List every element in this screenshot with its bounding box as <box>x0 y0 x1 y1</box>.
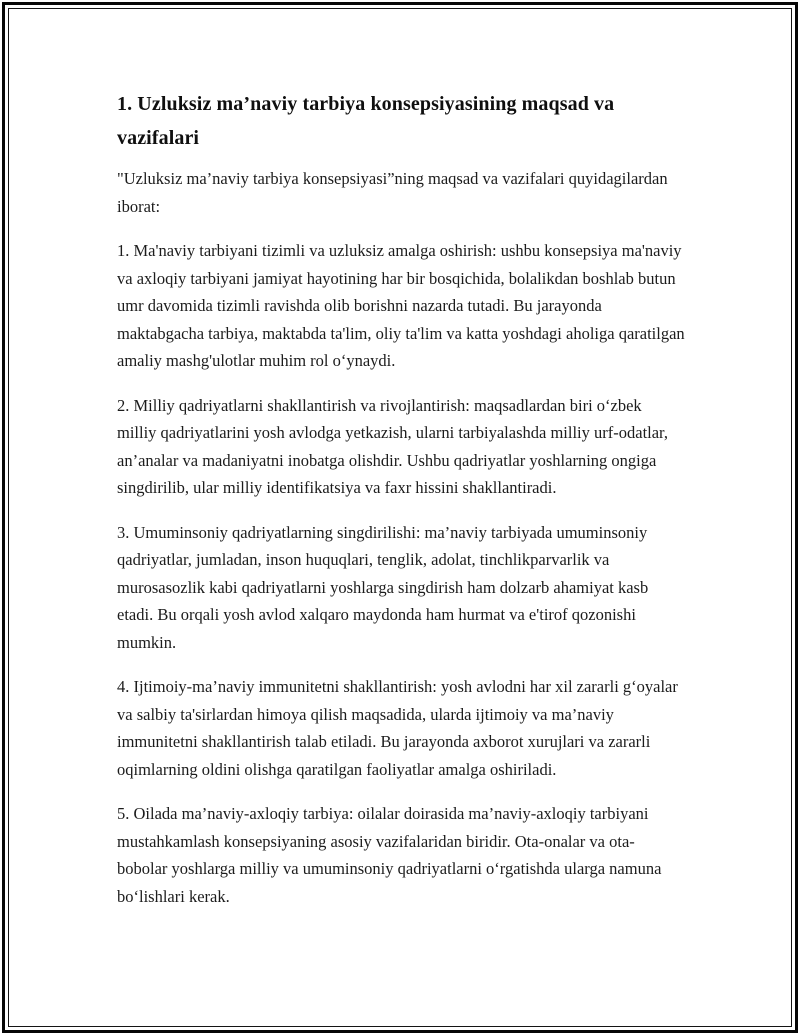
document-content <box>9 9 791 1026</box>
paragraph-3: 3. Umuminsoniy qadriyatlarning singdirilishi: ma’naviy tarbiyada umuminsoniy qadriyatlar, jumladan, inson huquqlari, tenglik, adolat, tinchlikparvarlik va murosasozlik kabi qadriyatlarni yoshlarga singdirish ham dolzarb ahamiyat kasb etadi. Bu orqali yosh avlod xalqaro maydonda ham hurmat va e'tirof qozonishi mumkin. <box>117 522 649 652</box>
paragraph-5: 5. Oilada ma’naviy-axloqiy tarbiya: oilalar doirasida ma’naviy-axloqiy tarbiyani mustahkamlash konsepsiyaning asosiy vazifalaridan biridir. Ota-onalar va ota-bobolar yoshlarga milliy va umuminsoniy qadriyatlarni oʻrgatishda ularga namuna boʻlishlari kerak. <box>117 804 662 906</box>
page-inner-border <box>8 8 792 1027</box>
page-outer-border <box>2 2 798 1033</box>
paragraph-2: 2. Milliy qadriyatlarni shakllantirish va rivojlantirish: maqsadlardan biri oʻzbek milliy qadriyatlarini yosh avlodga yetkazish, ularni tarbiyalashda milliy urf-odatlar, an’analar va madaniyatni inobatga olishdir. Ushbu qadriyatlar yoshlarning ongiga singdirilib, ular milliy identifikatsiya va faxr hissini shakllantiradi. <box>117 395 669 497</box>
paragraph-4: 4. Ijtimoiy-ma’naviy immunitetni shakllantirish: yosh avlodni har xil zararli gʻoyalar va salbiy ta'sirlardan himoya qilish maqsadida, ularda ijtimoiy va ma’naviy immunitetni shakllantirish talab etiladi. Bu jarayonda axborot xurujlari va zararli oqimlarning oldini olishga qaratilgan faoliyatlar amalga oshiriladi. <box>117 677 678 779</box>
paragraph-1: 1. Ma'naviy tarbiyani tizimli va uzluksiz amalga oshirish: ushbu konsepsiya ma'naviy va axloqiy tarbiyani jamiyat hayotining har bir bosqichida, bolalikdan boshlab butun umr davomida tizimli ravishda olib borishni nazarda tutadi. Bu jarayonda maktabgacha tarbiya, maktabda ta'lim, oliy ta'lim va katta yoshdagi aholiga qaratilgan amaliy mashg'ulotlar muhim rol oʻynaydi. <box>117 241 685 370</box>
intro-paragraph: "Uzluksiz ma’naviy tarbiya konsepsiyasi”ning maqsad va vazifalari quyidagilardan iborat: <box>117 169 668 216</box>
document-title: 1. Uzluksiz ma’naviy tarbiya konsepsiyasining maqsad va vazifalari <box>117 93 615 149</box>
